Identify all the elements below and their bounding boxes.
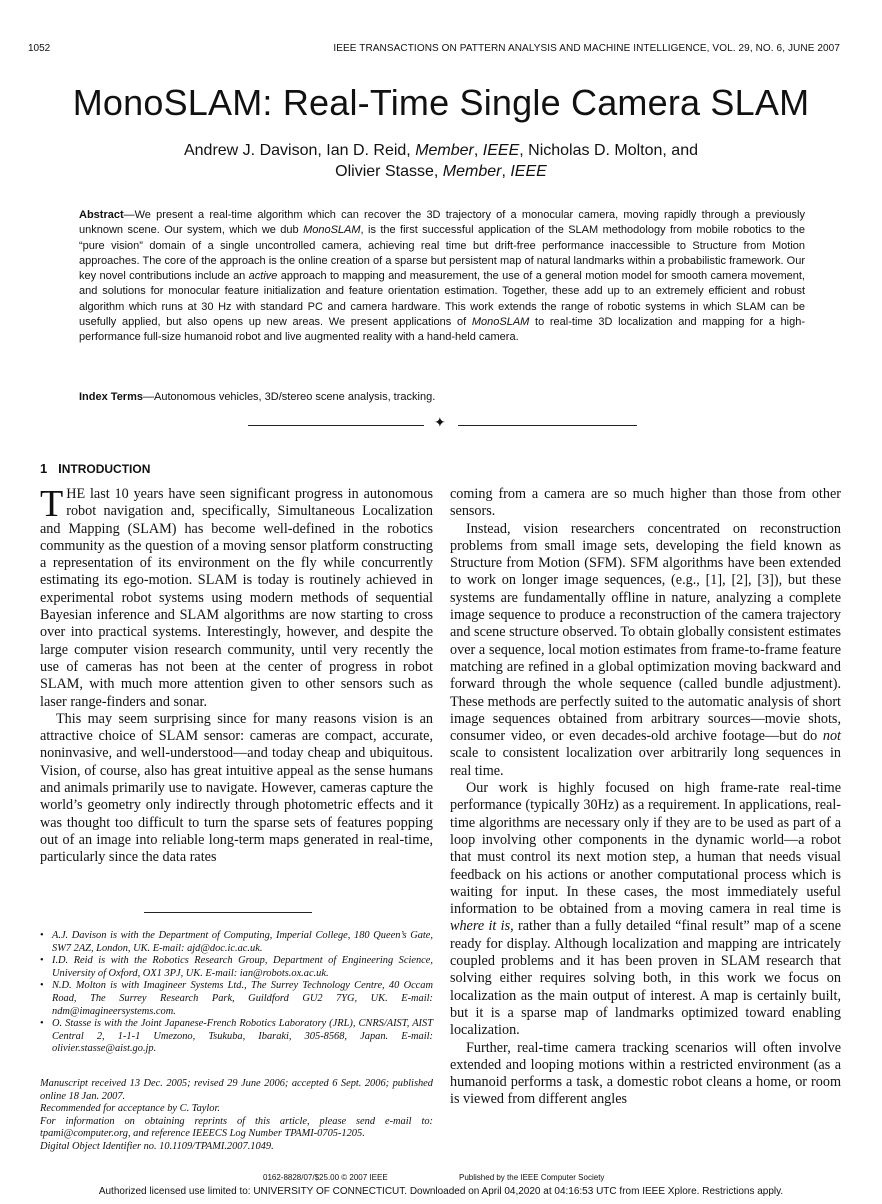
abstract-emphasis: active: [248, 270, 278, 283]
footnote-text: I.D. Reid is with the Robotics Research Group, Department of Engineering Science, University of Oxford, OX1 3PJ, UK. E-mail: ian@robots.ox.ac.uk.: [52, 955, 433, 979]
diamond-divider-icon: ✦: [434, 416, 446, 431]
footnote-item: [40, 980, 433, 1018]
journal-header: IEEE TRANSACTIONS ON PATTERN ANALYSIS AND MACHINE INTELLIGENCE, VOL. 29, NO. 6, JUNE 2007: [333, 43, 840, 54]
divider-rule-left: [248, 425, 424, 426]
publisher-line: Published by the IEEE Computer Society: [459, 1173, 605, 1182]
ieee-label: IEEE: [482, 142, 520, 159]
section-title-rest: NTRODUCTION: [61, 462, 151, 476]
footnote-item: [40, 955, 433, 980]
index-terms-text: —Autonomous vehicles, 3D/stereo scene analysis, tracking.: [143, 391, 436, 403]
bullet-icon: •: [40, 1018, 44, 1030]
left-column: [40, 483, 433, 867]
paragraph-text: scale to consistent localization over arbitrarily long sequences in real time.: [450, 745, 841, 779]
bullet-icon: •: [40, 955, 44, 967]
paragraph-text: , rather than a fully detailed “final result” map of a scene ready for display. Although localization and mapping are intricately coupled problems and it has been proven in SLAM research that solving either requires solving both, in this work we focus on localization as the main output of interest. A map is certainly built, but it is a sparse map of landmarks optimized toward enabling localization.: [450, 918, 841, 1039]
abstract-text: —We present a real-time algorithm which can recover the 3D trajectory of a monocular camera, moving rapidly through a previously unknown scene. Our system, which we dub: [79, 209, 805, 237]
paragraph: [450, 780, 841, 1039]
section-heading: [40, 461, 150, 476]
issn-copyright: 0162-8828/07/$25.00 © 2007 IEEE: [263, 1173, 388, 1182]
footnote-item: [40, 930, 433, 955]
abstract-text: approach to mapping and measurement, the use of a general motion model for smooth camera movement, and solutions for monocular feature initialization and feature orientation estimation. Together, these add up to an extremely efficient and robust algorithm which runs at 30 Hz with standard PC and camera hardware. This work extends the range of robotic systems in which SLAM can be usefully applied, but also opens up new areas. We present applications of: [79, 270, 805, 329]
authors-line1-names: Andrew J. Davison, Ian D. Reid,: [183, 142, 416, 159]
footnote-text: A.J. Davison is with the Department of Computing, Imperial College, 180 Queen’s Gate, SW7 2AZ, London, UK. E-mail: ajd@doc.ic.ac.uk.: [52, 930, 433, 954]
section-title-initial: I: [58, 461, 62, 476]
license-notice: Authorized licensed use limited to: UNIVERSITY OF CONNECTICUT. Downloaded on April 04,2020 at 04:16:53 UTC from IEEE Xplore. Restrictions apply.: [98, 1186, 784, 1197]
emphasis: where it is: [450, 918, 511, 935]
abstract-text: to real-time 3D localization and mapping for a high-performance full-size humanoid robot and live augmented reality with a hand-held camera.: [79, 316, 805, 344]
section-number: 1: [40, 461, 48, 476]
ieee-label: IEEE: [510, 163, 547, 180]
manuscript-dates: Manuscript received 13 Dec. 2005; revised 29 June 2006; accepted 6 Sept. 2006; published online 18 Jan. 2007.: [40, 1078, 433, 1102]
footnote-text: N.D. Molton is with Imagineer Systems Ltd., The Surrey Technology Centre, 40 Occam Road, The Surrey Research Park, Guildford GU2 7YG, UK. E-mail: ndm@imagineersystems.com.: [52, 980, 433, 1017]
comma: ,: [501, 163, 511, 180]
manuscript-info: [40, 1078, 433, 1154]
bullet-icon: •: [40, 930, 44, 941]
paragraph-text: Our work is highly focused on high frame-rate real-time performance (typically 30Hz) as a requirement. In applications, real-time algorithms are necessary only if they are to be used as part of a loop involving other components in the dynamic world—a robot that must control its next motion step, a human that needs visual feedback on his actions or another computational process which is waiting for input. In these cases, the most immediately useful information to be obtained from a moving camera in real time is: [450, 780, 841, 918]
paragraph: [40, 483, 433, 711]
author-footnotes: [40, 930, 433, 1056]
manuscript-reprints: For information on obtaining reprints of this article, please send e-mail to: tpami@computer.org, and reference IEEECS Log Number TPAMI-0705-1205.: [40, 1115, 433, 1140]
footnote-rule: [144, 912, 312, 913]
manuscript-recommended: Recommended for acceptance by C. Taylor.: [40, 1103, 220, 1115]
paper-title: MonoSLAM: Real-Time Single Camera SLAM: [72, 82, 810, 123]
member-label: Member: [415, 142, 474, 159]
member-label: Member: [442, 163, 502, 180]
manuscript-doi: Digital Object Identifier no. 10.1109/TPAMI.2007.1049.: [40, 1140, 274, 1152]
index-terms: [79, 390, 805, 405]
abstract: [79, 208, 805, 346]
footnote-item: [40, 1018, 433, 1056]
paragraph: [450, 521, 841, 780]
abstract-emphasis: MonoSLAM: [471, 316, 530, 329]
comma: ,: [473, 142, 483, 159]
authors-line1-rest: , Nicholas D. Molton, and: [519, 142, 698, 159]
drop-cap: T: [40, 483, 64, 525]
footnote-text: O. Stasse is with the Joint Japanese-French Robotics Laboratory (JRL), CNRS/AIST, AIST Central 2, 1-1-1 Umezono, Tsukuba, Ibaraki, 305-8568, Japan. E-mail: olivier.stasse@aist.go.jp.: [52, 1018, 433, 1055]
index-terms-label: Index Terms: [79, 391, 143, 403]
authors-line2-names: Olivier Stasse,: [335, 163, 443, 180]
page-number: 1052: [28, 43, 51, 54]
abstract-label: Abstract: [79, 209, 124, 221]
paragraph: Further, real-time camera tracking scenarios will often involve extended and looping motions within a restricted environment (as a humanoid performs a task, a domestic robot cleans a home, or room is viewed from different angles: [450, 1039, 841, 1108]
small-caps-lead: HE: [66, 486, 86, 502]
paragraph-text: Instead, vision researchers concentrated on reconstruction problems from small image sets, developing the field known as Structure from Motion (SFM). SFM algorithms have been extended to work on longer image sequences, (e.g., [1], [2], [3]), but these systems are fundamentally offline in nature, analyzing a complete image sequence to produce a reconstruction of the camera trajectory and scene structure observed. To obtain globally consistent estimates over a sequence, local motion estimates from frame-to-frame feature matching are refined in a global optimization moving backward and forward through the whole sequence (called bundle adjustment). These methods are perfectly suited to the automatic analysis of short image sequences obtained from arbitrary sources—movie shots, consumer video, or even decades-old archive footage—but do: [450, 520, 841, 745]
author-list: [0, 140, 882, 182]
abstract-emphasis: MonoSLAM: [303, 224, 361, 237]
divider-rule-right: [458, 425, 637, 426]
right-column: [450, 486, 841, 1109]
paragraph: coming from a camera are so much higher than those from other sensors.: [450, 486, 841, 520]
bullet-icon: •: [40, 980, 44, 992]
paragraph: This may seem surprising since for many reasons vision is an attractive choice of SLAM sensor: cameras are compact, accurate, noninvasive, and well-understood—and today cheap and ubiquitous. Vision, of course, also has great intuitive appeal as the sense humans and animals primarily use to navigate. However, cameras capture the world’s geometry only indirectly through photometric effects and it was thought too difficult to turn the sparse sets of features popping out of an image into reliable long-term maps generated in real-time, particularly since the data rates: [40, 710, 433, 866]
paragraph-text: last 10 years have seen significant progress in autonomous robot navigation and, specifically, Simultaneous Localization and Mapping (SLAM) has become well-defined in the robotics community as the question of a moving sensor platform constructing a representation of its environment on the fly while concurrently estimating its ego-motion. SLAM is today is routinely achieved in experimental robot systems using modern methods of sequential Bayesian inference and SLAM algorithms are now starting to cross over into practical systems. Interestingly, however, and despite the large computer vision research community, until very recently the use of cameras has not been at the center of progress in robot SLAM, with much more attention given to other sensors such as laser range-finders and sonar.: [40, 486, 433, 710]
emphasis: not: [822, 728, 841, 745]
abstract-text: , is the first successful application of the SLAM methodology from mobile robotics to the “pure vision” domain of a single uncontrolled camera, achieving real time but drift-free performance inaccessible to Structure from Motion approaches. The core of the approach is the online creation of a sparse but persistent map of natural landmarks within a probabilistic framework. Our key novel contributions include an: [79, 224, 805, 283]
